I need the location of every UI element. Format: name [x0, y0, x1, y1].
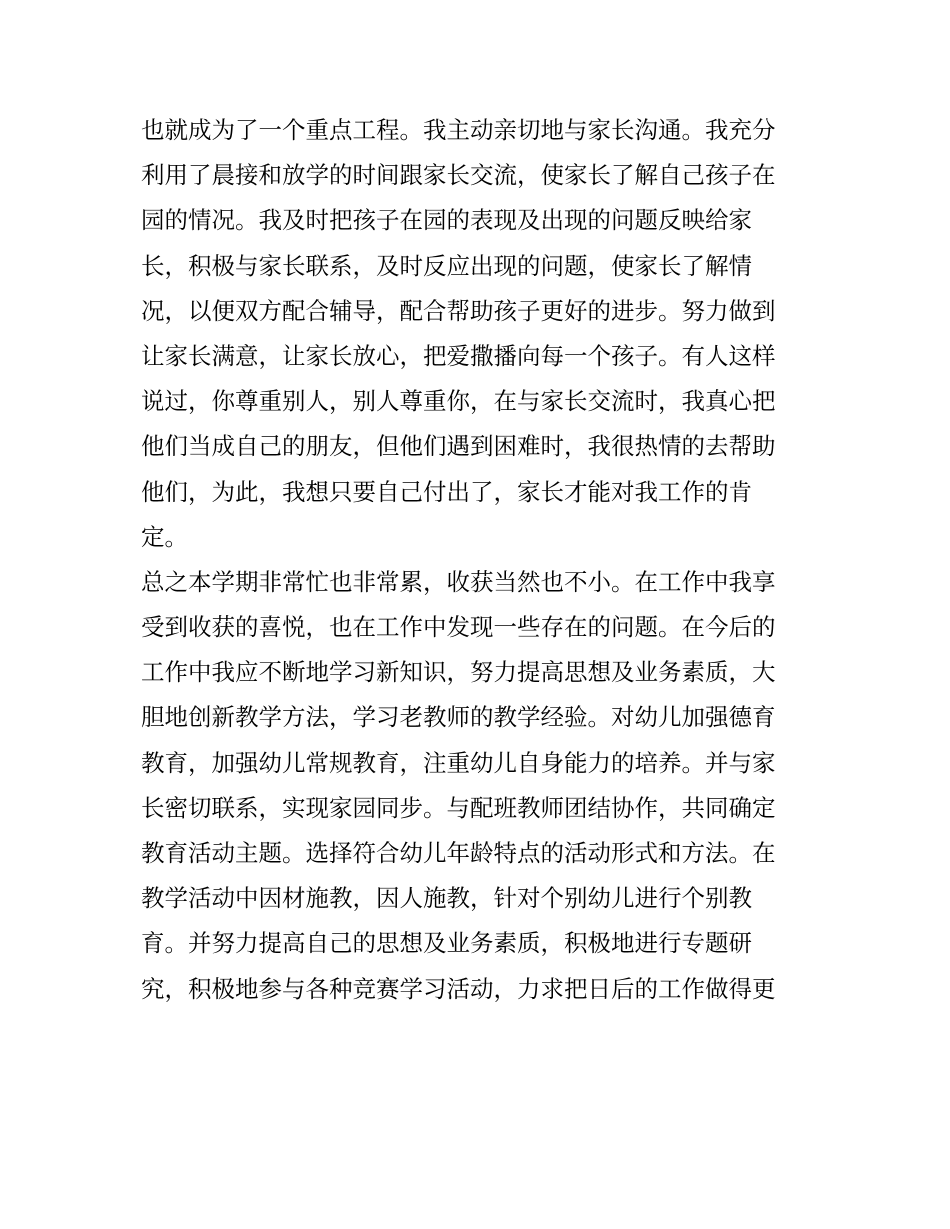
text-line: 教育活动主题。选择符合幼儿年龄特点的活动形式和方法。在	[141, 839, 776, 867]
text-line: 受到收获的喜悦，也在工作中发现一些存在的问题。在今后的	[141, 613, 776, 642]
text-line: 育。并努力提高自己的思想及业务素质，积极地进行专题研	[141, 929, 752, 958]
text-line: 长密切联系，实现家园同步。与配班教师团结协作，共同确定	[141, 793, 776, 822]
body-text	[141, 108, 821, 1012]
paragraph-summary	[141, 560, 821, 1012]
text-line: 定。	[141, 522, 188, 551]
text-line: 他们，为此，我想只要自己付出了，家长才能对我工作的肯	[141, 477, 752, 506]
paragraph-parent-communication	[141, 108, 821, 560]
text-line: 长，积极与家长联系，及时反应出现的问题，使家长了解情	[141, 251, 752, 280]
text-line: 让家长满意，让家长放心，把爱撒播向每一个孩子。有人这样	[141, 341, 776, 370]
text-line: 利用了晨接和放学的时间跟家长交流，使家长了解自己孩子在	[141, 161, 776, 190]
text-line: 也就成为了一个重点工程。我主动亲切地与家长沟通。我充分	[141, 116, 776, 144]
text-line: 教育，加强幼儿常规教育，注重幼儿自身能力的培养。并与家	[141, 748, 776, 777]
text-line: 究，积极地参与各种竞赛学习活动，力求把日后的工作做得更	[141, 974, 776, 1003]
text-line: 总之本学期非常忙也非常累，收获当然也不小。在工作中我享	[141, 567, 776, 596]
text-line: 胆地创新教学方法，学习老教师的教学经验。对幼儿加强德育	[141, 703, 776, 732]
text-line: 况，以便双方配合辅导，配合帮助孩子更好的进步。努力做到	[141, 296, 776, 325]
text-line: 工作中我应不断地学习新知识，努力提高思想及业务素质，大	[141, 658, 776, 687]
text-line: 教学活动中因材施教，因人施教，针对个别幼儿进行个别教	[141, 884, 752, 913]
text-line: 说过，你尊重别人，别人尊重你，在与家长交流时，我真心把	[141, 387, 776, 416]
text-line: 园的情况。我及时把孩子在园的表现及出现的问题反映给家	[141, 206, 752, 235]
text-line: 他们当成自己的朋友，但他们遇到困难时，我很热情的去帮助	[141, 432, 776, 461]
